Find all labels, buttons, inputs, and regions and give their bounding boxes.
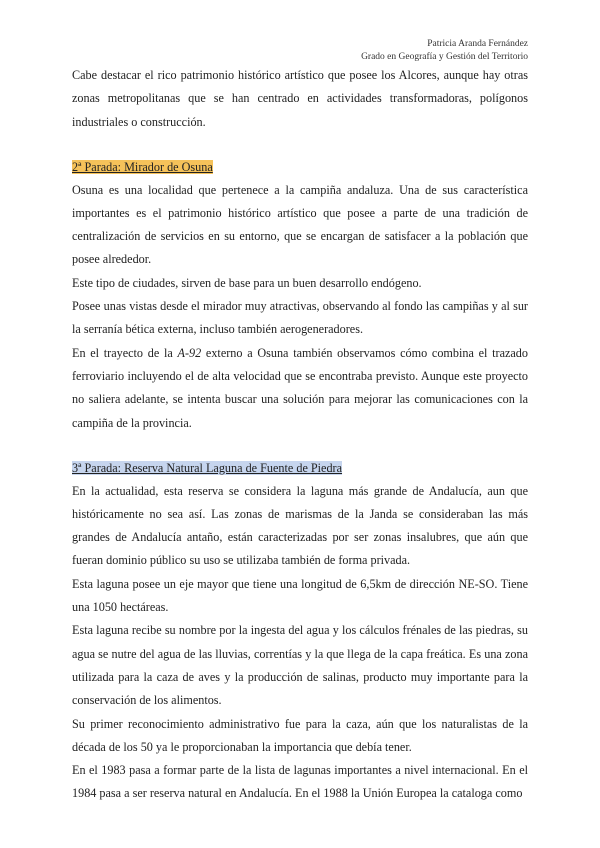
paragraph: Este tipo de ciudades, sirven de base para un buen desarrollo endógeno. (72, 275, 422, 290)
paragraph: Esta laguna posee un eje mayor que tiene una longitud de 6,5km de dirección NE-SO. Tiene una 1050 hectáreas. (72, 576, 528, 615)
document-body (72, 64, 528, 806)
paragraph: Posee unas vistas desde el mirador muy atractivas, observando al fondo las campiñas y al sur la serranía bética externa, incluso también aerogeneradores. (72, 299, 528, 337)
section-heading-osuna (72, 156, 528, 179)
paragraph: En la actualidad, esta reserva se considera la laguna más grande de Andalucía, aun que históricamente no sea así. Las zonas de marismas de la Janda se consideraban las más grandes de Andalucía antaño, están caracterizadas por ser zonas insalubres, que aún que fueran dominio público su uso se utilizaba también de forma privada. (72, 483, 528, 568)
road-name: A-92 (177, 345, 202, 360)
heading-text: 2ª Parada: Mirador de Osuna (72, 159, 213, 174)
section-heading-fuente-de-piedra (72, 457, 528, 480)
text-run: externo a Osuna también observamos cómo combina el trazado ferroviario incluyendo el de alta velocidad que se encontraba previsto. Aunque este proyecto no saliera adelante, se intenta buscar una solución para mejorar las comunicaciones con la campiña de la provincia. (72, 345, 528, 430)
text-run: En el trayecto de la (72, 345, 178, 360)
paragraph (72, 342, 528, 435)
paragraph: Su primer reconocimiento administrativo fue para la caza, aún que los naturalistas de la década de los 50 ya le proporcionaban la importancia que debía tener. (72, 716, 528, 754)
page-header (361, 38, 528, 64)
heading-text: 3ª Parada: Reserva Natural Laguna de Fuente de Piedra (72, 460, 343, 475)
paragraph: Esta laguna recibe su nombre por la ingesta del agua y los cálculos frénales de las piedras, su agua se nutre del agua de las lluvias, correntías y la que llega de la capa freática. Es una zona utilizada para la caza de aves y la producción de salinas, producto muy importante para la conservación de los alimentos. (72, 623, 528, 708)
spacer (72, 134, 528, 156)
spacer (72, 435, 528, 457)
paragraph: Osuna es una localidad que pertenece a la campiña andaluza. Una de sus característica importantes es el patrimonio histórico artístico que posee a parte de una tradición de centralización de servicios en su entorno, que se encargan de satisfacer a la población que posee alrededor. (72, 182, 528, 267)
intro-paragraph: Cabe destacar el rico patrimonio histórico artístico que posee los Alcores, aunque hay otras zonas metropolitanas que se han centrado en actividades transformadoras, polígonos industriales o construcción. (72, 68, 528, 129)
degree-name: Grado en Geografía y Gestión del Territorio (361, 52, 528, 62)
paragraph: En el 1983 pasa a formar parte de la lista de lagunas importantes a nivel internacional. En el 1984 pasa a ser reserva natural en Andalucía. En el 1988 la Unión Europea la cataloga como (72, 763, 528, 801)
author-name: Patricia Aranda Fernández (427, 39, 528, 49)
